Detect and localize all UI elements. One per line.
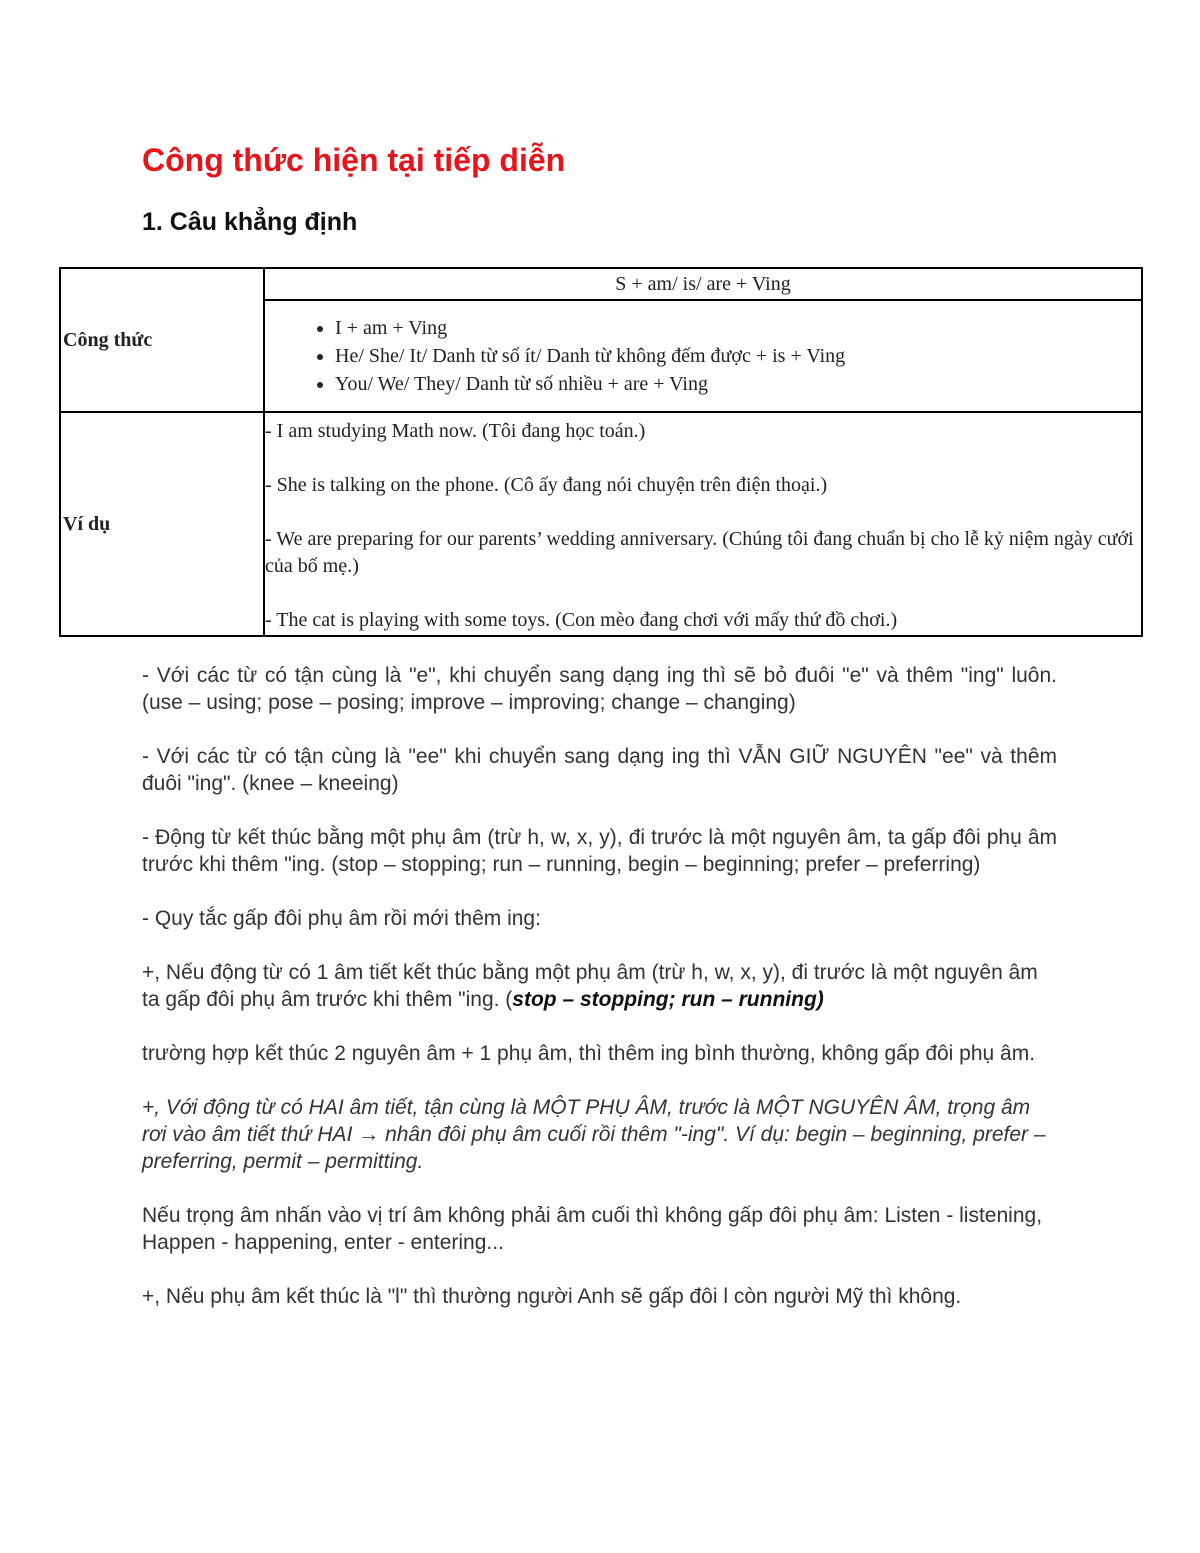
note-paragraph: - Với các từ có tận cùng là "ee" khi chuyển sang dạng ing thì VẪN GIỮ NGUYÊN "ee" và thêm đuôi "ing". (knee – kneeing) [142, 745, 1057, 795]
note-paragraph: - Với các từ có tận cùng là "e", khi chuyển sang dạng ing thì sẽ bỏ đuôi "e" và thêm "ing" luôn. (use – using; pose – posing; improve – improving; change – changing) [142, 664, 1057, 714]
table-row [60, 268, 1142, 300]
note-paragraph [142, 959, 1057, 1013]
list-item: • I + am + Ving [335, 314, 1141, 342]
page-title: Công thức hiện tại tiếp diễn [142, 142, 566, 178]
example-sentence: - I am studying Math now. (Tôi đang học toán.) [265, 420, 646, 442]
formula-label: Công thức [60, 268, 264, 412]
table-row [60, 412, 1142, 636]
formula-list [265, 314, 1141, 398]
note-paragraph: +, Với động từ có HAI âm tiết, tận cùng là MỘT PHỤ ÂM, trước là MỘT NGUYÊN ÂM, trọng âm rơi vào âm tiết thứ HAI → nhân đôi phụ âm cuối rồi thêm "-ing". Ví dụ: begin – beginning, prefer – preferring, permit – permitting. [142, 1096, 1046, 1173]
example-sentence: - The cat is playing with some toys. (Con mèo đang chơi với mấy thứ đồ chơi.) [265, 609, 898, 631]
note-text: +, Nếu động từ có 1 âm tiết kết thúc bằng một phụ âm (trừ h, w, x, y), đi trước là một nguyên âm ta gấp đôi phụ âm trước khi thêm "ing. ( [142, 961, 1038, 1011]
note-paragraph: - Động từ kết thúc bằng một phụ âm (trừ h, w, x, y), đi trước là một nguyên âm, ta gấp đôi phụ âm trước khi thêm "ing. (stop – stopping; run – running, begin – beginning; prefer – preferring) [142, 826, 1057, 876]
examples-cell [264, 412, 1142, 636]
grammar-table [59, 267, 1143, 637]
section-heading: 1. Câu khẳng định [142, 208, 358, 236]
list-item: • You/ We/ They/ Danh từ số nhiều + are + Ving [335, 370, 1141, 398]
example-label: Ví dụ [60, 412, 264, 636]
list-item: • He/ She/ It/ Danh từ số ít/ Danh từ không đếm được + is + Ving [335, 342, 1141, 370]
formula-list-cell [264, 300, 1142, 412]
notes-section [142, 662, 1057, 1337]
example-sentence: - We are preparing for our parents’ wedding anniversary. (Chúng tôi đang chuẩn bị cho lễ kỷ niệm ngày cưới của bố mẹ.) [265, 528, 1134, 577]
formula-header: S + am/ is/ are + Ving [264, 268, 1142, 300]
note-paragraph: - Quy tắc gấp đôi phụ âm rồi mới thêm ing: [142, 907, 541, 930]
note-paragraph: Nếu trọng âm nhấn vào vị trí âm không phải âm cuối thì không gấp đôi phụ âm: Listen - listening, Happen - happening, enter - entering... [142, 1204, 1043, 1254]
note-examples: stop – stopping; run – running) [512, 988, 824, 1011]
example-sentence: - She is talking on the phone. (Cô ấy đang nói chuyện trên điện thoại.) [265, 474, 828, 496]
note-paragraph: trường hợp kết thúc 2 nguyên âm + 1 phụ âm, thì thêm ing bình thường, không gấp đôi phụ âm. [142, 1042, 1036, 1065]
note-paragraph: +, Nếu phụ âm kết thúc là "l" thì thường người Anh sẽ gấp đôi l còn người Mỹ thì không. [142, 1285, 962, 1308]
